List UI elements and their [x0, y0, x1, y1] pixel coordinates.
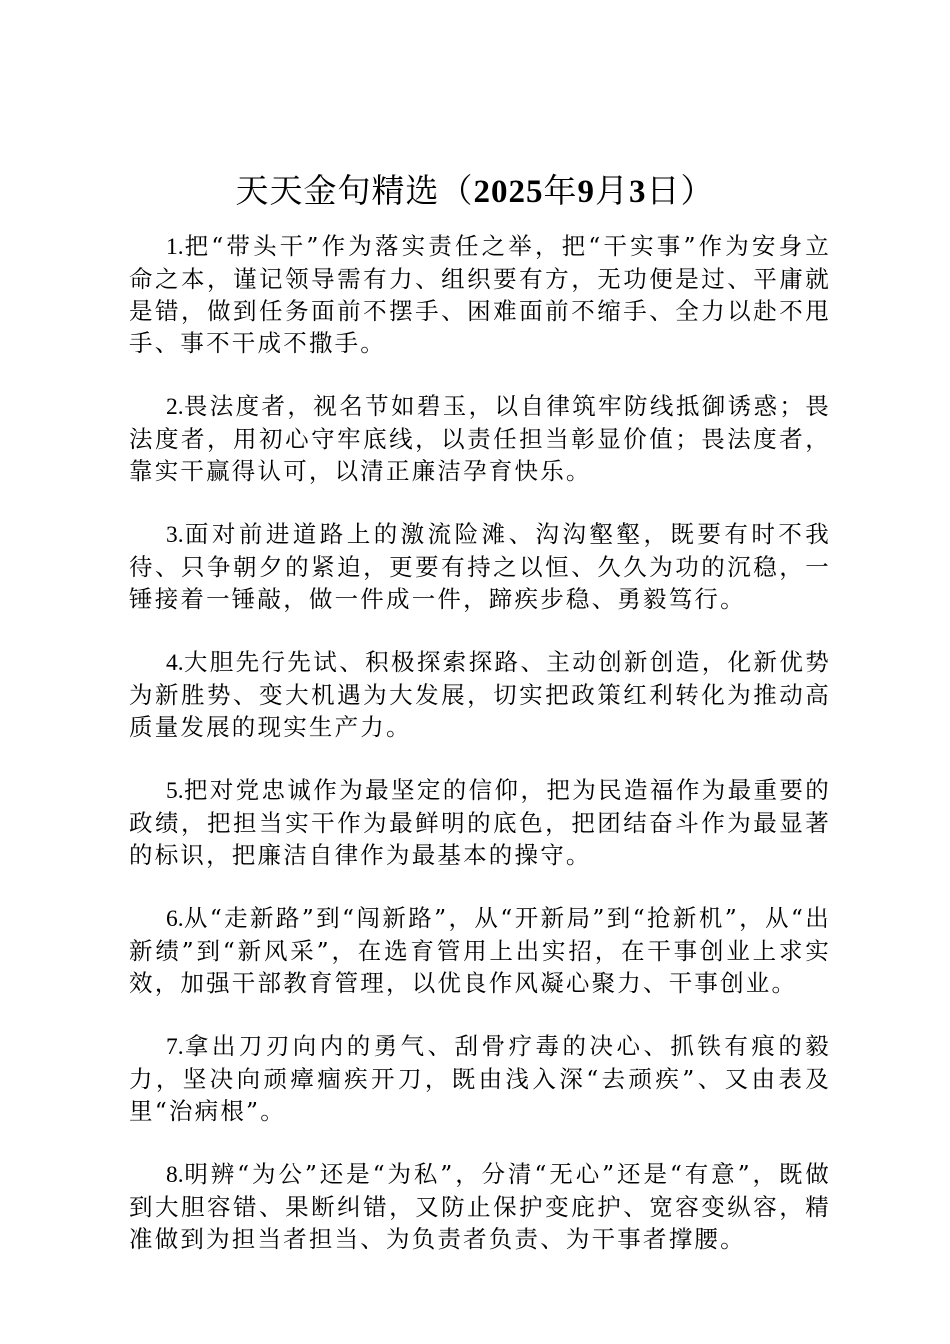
page-title [0, 168, 950, 215]
paragraph-5 [129, 774, 831, 871]
paragraph-text: 畏法度者，视名节如碧玉，以自律筑牢防线抵御诱惑；畏法度者，用初心守牢底线，以责任担当彰显价值；畏法度者，靠实干赢得认可，以清正廉洁孕育快乐。 [129, 392, 831, 485]
paragraph-2 [129, 390, 831, 487]
title-month-char: 月 [595, 171, 629, 210]
paragraph-text: 大胆先行先试、积极探索探路、主动创新创造，化新优势为新胜势、变大机遇为大发展，切实把政策红利转化为推动高质量发展的现实生产力。 [129, 648, 831, 741]
title-month: 9 [577, 174, 595, 210]
title-year: 2025 [473, 174, 544, 210]
paragraph-8 [129, 1158, 831, 1255]
paragraph-text: 把对党忠诚作为最坚定的信仰，把为民造福作为最重要的政绩，把担当实干作为最鲜明的底色，把团结奋斗作为最显著的标识，把廉洁自律作为最基本的操守。 [129, 776, 831, 869]
paragraph-index: 2. [166, 394, 184, 420]
paragraph-text: 把“带头干”作为落实责任之举，把“干实事”作为安身立命之本，谨记领导需有力、组织要有方，无功便是过、平庸就是错，做到任务面前不摆手、困难面前不缩手、全力以赴不甩手、事不干成不撒手。 [129, 232, 831, 357]
paragraph-7 [129, 1030, 831, 1127]
paragraph-index: 7. [166, 1034, 184, 1060]
title-year-char: 年 [543, 171, 578, 210]
paragraph-index: 3. [166, 522, 184, 548]
paragraph-index: 4. [166, 650, 184, 676]
paragraph-text: 拿出刀刃向内的勇气、刮骨疗毒的决心、抓铁有痕的毅力，坚决向顽瘴痼疾开刀，既由浅入深“去顽疾”、又由表及里“治病根”。 [129, 1032, 831, 1125]
paragraph-text: 面对前进道路上的激流险滩、沟沟壑壑，既要有时不我待、只争朝夕的紧迫，更要有持之以恒、久久为功的沉稳，一锤接着一锤敲，做一件成一件，蹄疾步稳、勇毅笃行。 [129, 520, 831, 613]
paragraph-4 [129, 646, 831, 743]
paragraph-index: 6. [166, 906, 184, 932]
document-body [129, 230, 831, 1286]
paragraph-text: 明辨“为公”还是“为私”，分清“无心”还是“有意”，既做到大胆容错、果断纠错，又防止保护变庇护、宽容变纵容，精准做到为担当者担当、为负责者负责、为干事者撑腰。 [129, 1160, 831, 1253]
paragraph-3 [129, 518, 831, 615]
title-day: 3 [629, 174, 647, 210]
paragraph-index: 1. [166, 234, 184, 260]
paragraph-6 [129, 902, 831, 999]
paragraph-1 [129, 230, 831, 359]
paragraph-index: 8. [166, 1162, 184, 1188]
title-prefix: 天天金句精选（ [235, 171, 474, 210]
paragraph-index: 5. [166, 778, 184, 804]
paragraph-text: 从“走新路”到“闯新路”，从“开新局”到“抢新机”，从“出新绩”到“新风采”，在选育管用上出实招，在干事创业上求实效，加强干部教育管理，以优良作风凝心聚力、干事创业。 [129, 904, 831, 997]
title-suffix: 日） [646, 171, 715, 210]
